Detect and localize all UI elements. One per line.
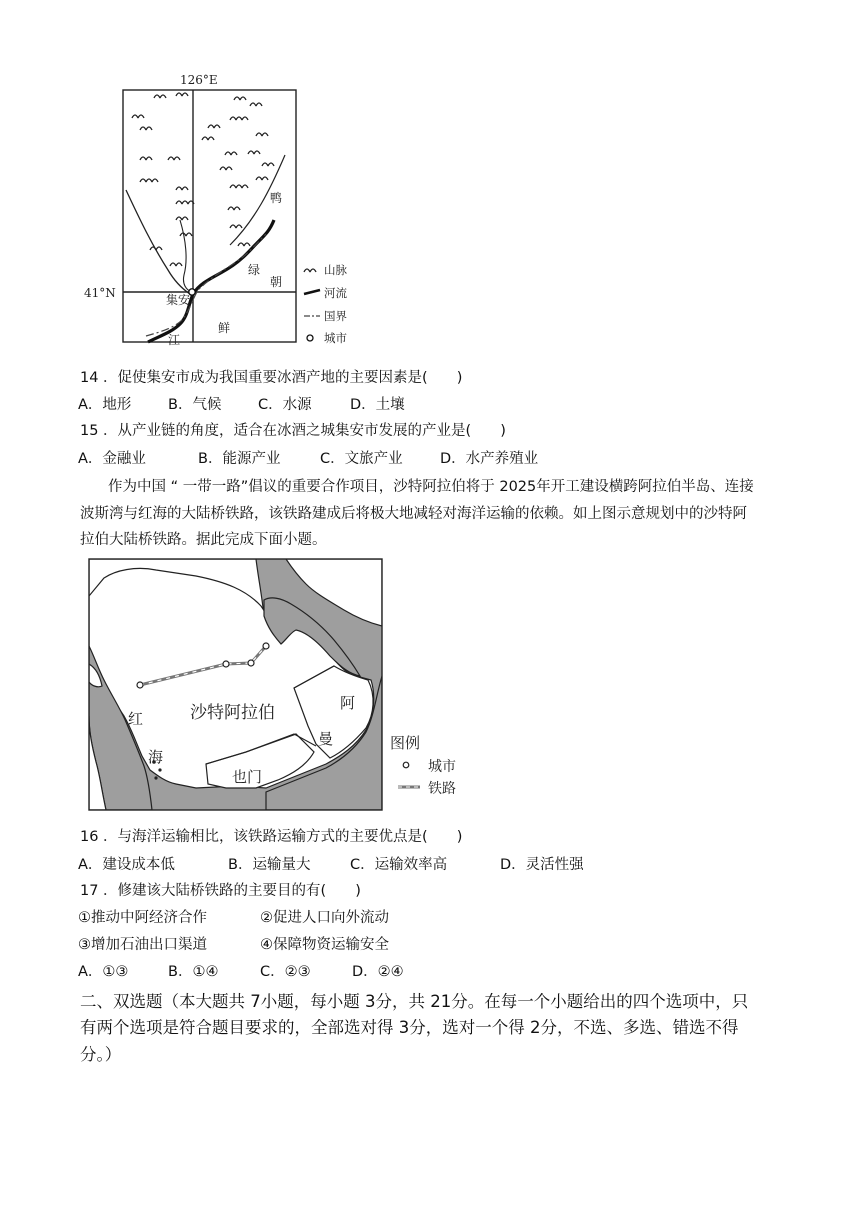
q17-options <box>78 962 478 982</box>
q16-option-c[interactable]: C．运输效率高 <box>350 857 448 873</box>
oman-char-2: 曼 <box>318 730 334 748</box>
legend-border-label: 国界 <box>324 309 347 323</box>
q15-option-d[interactable]: D．水产养殖业 <box>440 451 539 467</box>
q14-options <box>78 395 498 415</box>
q14-option-b[interactable]: B．气候 <box>168 397 222 413</box>
minor-stream <box>180 220 192 292</box>
legend-river-label: 河流 <box>324 286 347 300</box>
legend-city-label: 城市 <box>324 331 347 345</box>
q15-option-b[interactable]: B．能源产业 <box>198 451 281 467</box>
yalu-river <box>148 220 274 342</box>
map1-legend <box>304 263 347 345</box>
q17-items-row-1 <box>78 908 478 928</box>
q15-options <box>78 449 578 469</box>
q17-items-row-2 <box>78 935 478 955</box>
q16-option-d[interactable]: D．灵活性强 <box>500 857 584 873</box>
q16-stem: 16 ．与海洋运输相比，该铁路运输方式的主要优点是( ) <box>80 829 463 845</box>
q17-option-a[interactable]: A．①③ <box>78 964 129 980</box>
jian-map-figure <box>80 70 370 350</box>
q17-item-1: ①推动中阿经济合作 <box>78 910 207 926</box>
q15-stem: 15 ．从产业链的角度，适合在冰酒之城集安市发展的产业是( ) <box>80 423 506 439</box>
yemen-label: 也门 <box>232 768 263 786</box>
q17-item-4: ④保障物资运输安全 <box>260 937 389 953</box>
q14-stem: 14 ．促使集安市成为我国重要冰酒产地的主要因素是( ) <box>80 370 463 386</box>
oman-char-1: 阿 <box>340 694 356 712</box>
red-sea-char-2: 海 <box>148 748 164 766</box>
latitude-label: 41°N <box>84 286 116 300</box>
legend-city-icon <box>307 335 313 341</box>
q17-item-2: ②促进人口向外流动 <box>260 910 389 926</box>
yalu-char-1: 鸭 <box>270 191 283 205</box>
section2-heading-line-2: 有两个选项是符合题目要求的，全部选对得 3分，选对一个得 2分，不选、多选、错选不得 <box>80 1018 739 1037</box>
legend-mountain-icon <box>304 269 316 272</box>
korea-char-2: 鲜 <box>218 321 231 335</box>
q17-option-c[interactable]: C．②③ <box>260 964 311 980</box>
legend-river-icon <box>304 290 320 294</box>
passage-line-3: 拉伯大陆桥铁路。据此完成下面小题。 <box>80 532 327 548</box>
longitude-label: 126°E <box>180 73 218 87</box>
korea-char-1: 朝 <box>270 275 283 289</box>
section2-heading-line-1: 二、双选题（本大题共 7小题，每小题 3分，共 21分。在每一个小题给出的四个选项中，只 <box>80 992 749 1011</box>
passage-line-2: 波斯湾与红海的大陆桥铁路，该铁路建成后将极大地减轻对海洋运输的依赖。如上图示意规划中的沙特阿 <box>80 506 747 522</box>
q17-option-d[interactable]: D．②④ <box>352 964 404 980</box>
section2-heading-line-3: 分。） <box>80 1045 122 1064</box>
yalu-char-2: 绿 <box>248 263 261 277</box>
q15-option-c[interactable]: C．文旅产业 <box>320 451 403 467</box>
passage-line-1: 作为中国 “ 一带一路”倡议的重要合作项目，沙特阿拉伯将于 2025年开工建设横跨阿拉伯半岛、连接 <box>108 479 754 495</box>
map2-legend <box>390 734 456 797</box>
legend-city-icon <box>403 762 409 768</box>
q17-stem: 17 ．修建该大陆桥铁路的主要目的有( ) <box>80 883 361 899</box>
legend-city-label: 城市 <box>428 759 456 775</box>
red-sea-char-1: 红 <box>128 710 144 728</box>
legend-title: 图例 <box>390 734 421 752</box>
q17-option-b[interactable]: B．①④ <box>168 964 219 980</box>
city-dammam-marker <box>263 643 269 649</box>
q14-option-c[interactable]: C．水源 <box>258 397 312 413</box>
mountain-marks <box>132 93 274 266</box>
saudi-map-figure <box>86 556 466 814</box>
saudi-map-svg <box>86 556 466 814</box>
legend-mountain-label: 山脉 <box>324 263 347 277</box>
island-marker <box>154 776 157 779</box>
tributary-river <box>126 190 190 294</box>
island-marker <box>158 768 161 771</box>
city-marker <box>248 660 254 666</box>
saudi-arabia-label: 沙特阿拉伯 <box>190 703 275 723</box>
yalu-char-3: 江 <box>168 333 181 347</box>
q16-options <box>78 855 638 875</box>
legend-railway-label: 铁路 <box>428 781 456 797</box>
q15-option-a[interactable]: A．金融业 <box>78 451 146 467</box>
q16-option-b[interactable]: B．运输量大 <box>228 857 311 873</box>
map-frame <box>123 90 296 342</box>
jian-map-svg <box>80 70 370 350</box>
q14-option-d[interactable]: D．土壤 <box>350 397 405 413</box>
city-jeddah-marker <box>137 682 143 688</box>
national-border <box>146 234 266 336</box>
city-riyadh-marker <box>223 661 229 667</box>
city-label-jian: 集安 <box>166 293 191 307</box>
q16-option-a[interactable]: A．建设成本低 <box>78 857 175 873</box>
q14-option-a[interactable]: A．地形 <box>78 397 132 413</box>
q17-item-3: ③增加石油出口渠道 <box>78 937 207 953</box>
